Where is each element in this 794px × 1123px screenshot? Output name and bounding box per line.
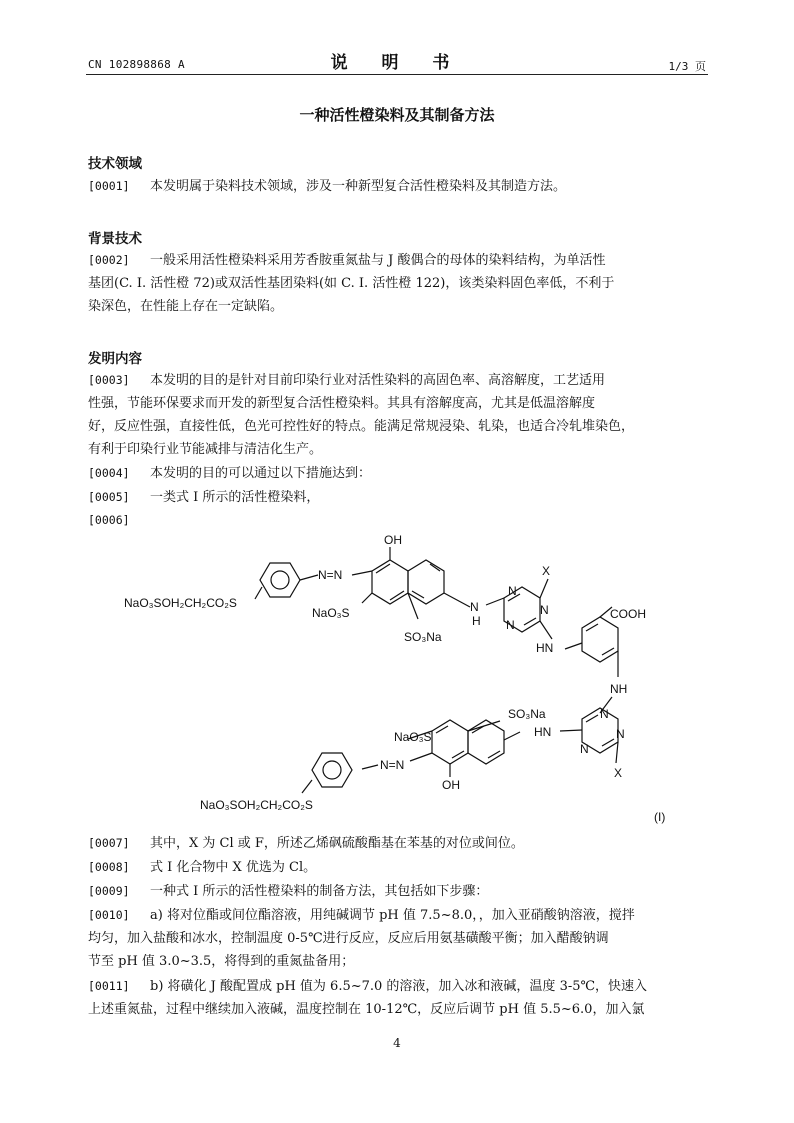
formula-n: N bbox=[540, 603, 549, 617]
formula-n: N bbox=[506, 618, 515, 632]
paragraph-number: [0006] bbox=[88, 513, 130, 527]
paragraph-0010 bbox=[88, 904, 708, 973]
formula-so3na: SO₃Na bbox=[508, 707, 546, 721]
formula-nh: NH bbox=[610, 682, 628, 696]
paragraph-text: 本发明的目的可以通过以下措施达到： bbox=[150, 466, 372, 481]
paragraph-number: [0009] bbox=[88, 884, 130, 898]
formula-oh: OH bbox=[442, 778, 460, 792]
paragraph-text: 本发明的目的是针对目前印染行业对活性染料的高固色率、高溶解度，工艺适用 bbox=[150, 373, 606, 388]
paragraph-text: 式 I 化合物中 X 优选为 Cl。 bbox=[150, 860, 317, 875]
paragraph-text: 一类式 I 所示的活性橙染料， bbox=[150, 490, 320, 505]
header-doc-id: CN 102898868 A bbox=[88, 58, 185, 71]
formula-x: X bbox=[542, 564, 551, 578]
formula-h: H bbox=[472, 614, 481, 628]
formula-azo: N=N bbox=[380, 758, 405, 772]
paragraph-text: b) 将磺化 J 酸配置成 pH 值为 6.5~7.0 的溶液，加入冰和液碱，温度 3-5℃，快速入 bbox=[150, 979, 648, 994]
paragraph-text: 基团(C. I. 活性橙 72)或双活性基团染料(如 C. I. 活性橙 122)，该类染料固色率低，不利于 bbox=[88, 276, 615, 291]
paragraph-number: [0004] bbox=[88, 466, 130, 480]
paragraph-number: [0008] bbox=[88, 860, 130, 874]
paragraph-text: 节至 pH 值 3.0~3.5，将得到的重氮盐备用； bbox=[88, 954, 355, 969]
paragraph-0005 bbox=[88, 486, 708, 509]
paragraph-text: a) 将对位酯或间位酯溶液，用纯碱调节 pH 值 7.5~8.0，，加入亚硝酸钠溶液，搅拌 bbox=[150, 908, 635, 923]
paragraph-text: 染深色，在性能上存在一定缺陷。 bbox=[88, 299, 284, 314]
paragraph-text: 其中，X 为 Cl 或 F，所述乙烯砜硫酸酯基在苯基的对位或间位。 bbox=[150, 836, 524, 851]
formula-so3na: SO₃Na bbox=[404, 630, 442, 644]
formula-azo: N=N bbox=[318, 568, 343, 582]
paragraph-text: 有利于印染行业节能减排与清洁化生产。 bbox=[88, 442, 323, 457]
formula-hn: HN bbox=[534, 725, 552, 739]
paragraph-0003 bbox=[88, 369, 708, 461]
paragraph-0001 bbox=[88, 175, 708, 198]
paragraph-number: [0002] bbox=[88, 253, 130, 267]
paragraph-0002 bbox=[88, 249, 708, 318]
formula-oh: OH bbox=[384, 533, 402, 547]
chemical-structure-formula-i bbox=[0, 525, 794, 835]
formula-so3na: NaO₃S bbox=[394, 730, 432, 744]
paragraph-number: [0010] bbox=[88, 908, 130, 922]
header-rule bbox=[86, 74, 708, 75]
paragraph-0011 bbox=[88, 975, 708, 1021]
formula-n: N bbox=[600, 707, 609, 721]
formula-n: N bbox=[580, 742, 589, 756]
paragraph-text: 上述重氮盐，过程中继续加入液碱，温度控制在 10-12℃，反应后调节 pH 值 5.5~6.0，加入氯 bbox=[88, 1002, 645, 1017]
paragraph-0007 bbox=[88, 832, 708, 855]
paragraph-text: 均匀，加入盐酸和冰水，控制温度 0-5℃进行反应，反应后用氨基磺酸平衡；加入醋酸钠调 bbox=[88, 931, 609, 946]
formula-so3na: NaO₃S bbox=[312, 606, 350, 620]
paragraph-0004 bbox=[88, 462, 708, 485]
paragraph-0009 bbox=[88, 880, 708, 903]
header-title: 说 明 书 bbox=[330, 53, 464, 73]
paragraph-number: [0007] bbox=[88, 836, 130, 850]
paragraph-0008 bbox=[88, 856, 708, 879]
section-heading-tech-field: 技术领域 bbox=[88, 156, 142, 172]
formula-label: (I) bbox=[654, 810, 666, 824]
formula-x: X bbox=[614, 766, 623, 780]
formula-n: N bbox=[508, 584, 517, 598]
formula-cooh: COOH bbox=[610, 607, 646, 621]
paragraph-number: [0003] bbox=[88, 373, 130, 387]
header-page: 1/3 页 bbox=[668, 60, 706, 73]
section-heading-summary: 发明内容 bbox=[88, 351, 142, 367]
formula-chain: NaO₃SOH₂CH₂CO₂S bbox=[124, 596, 237, 610]
formula-n: N bbox=[470, 600, 479, 614]
paragraph-text: 一种式 I 所示的活性橙染料的制备方法，其包括如下步骤： bbox=[150, 884, 489, 899]
paragraph-text: 性强，节能环保要求而开发的新型复合活性橙染料。其具有溶解度高，尤其是低温溶解度 bbox=[88, 396, 596, 411]
document-title: 一种活性橙染料及其制备方法 bbox=[299, 106, 495, 124]
formula-n: N bbox=[616, 727, 625, 741]
paragraph-text: 一般采用活性橙染料采用芳香胺重氮盐与 J 酸偶合的母体的染料结构，为单活性 bbox=[150, 253, 606, 268]
page-number: 4 bbox=[393, 1036, 401, 1050]
paragraph-number: [0005] bbox=[88, 490, 130, 504]
paragraph-text: 本发明属于染料技术领域，涉及一种新型复合活性橙染料及其制造方法。 bbox=[150, 179, 567, 194]
formula-chain: NaO₃SOH₂CH₂CO₂S bbox=[200, 798, 313, 812]
formula-hn: HN bbox=[536, 641, 554, 655]
paragraph-number: [0001] bbox=[88, 179, 130, 193]
section-heading-background: 背景技术 bbox=[88, 231, 142, 247]
paragraph-text: 好，反应性强，直接性低，色光可控性好的特点。能满足常规浸染、轧染，也适合冷轧堆染色， bbox=[88, 419, 635, 434]
paragraph-number: [0011] bbox=[88, 979, 130, 993]
